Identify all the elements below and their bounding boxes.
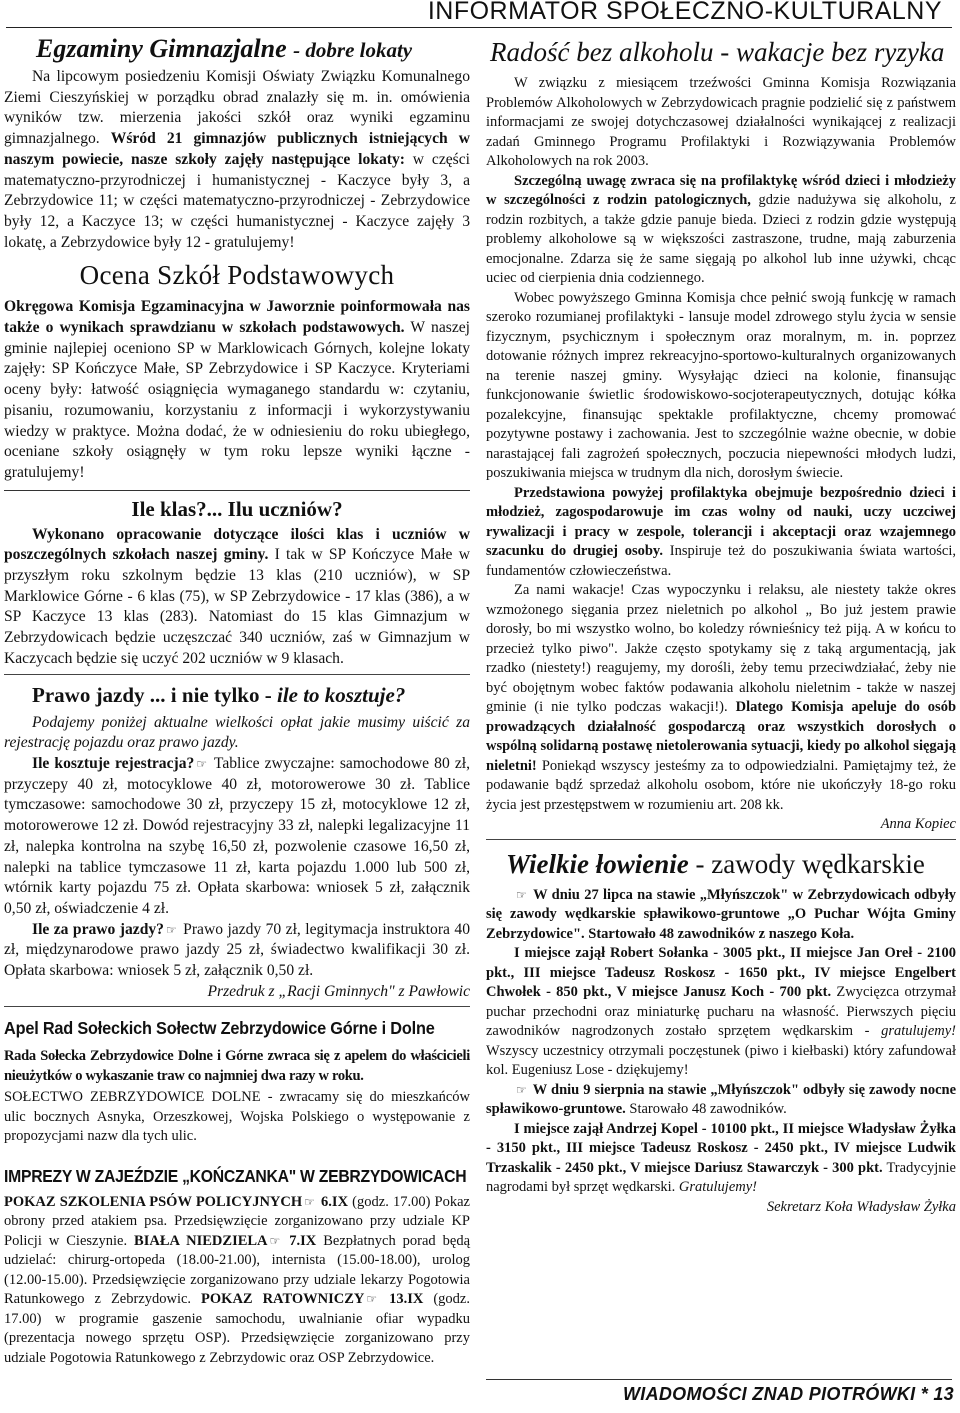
page-footer: WIADOMOŚCI ZNAD PIOTRÓWKI * 13 — [622, 1384, 954, 1404]
radosc-p5-bold: Dlatego Komisja apeluje do osób prowadzących działalność gospodarczą oraz wszystkich dorosłych o wspólną solidarną postawę nietolerowania sytuacji, kiedy po alkohol sięgają nieletni! — [486, 699, 957, 774]
prawo-heading — [32, 683, 470, 707]
left-column — [4, 30, 470, 1368]
pointing-hand-icon: ☞ — [304, 1194, 315, 1209]
egzaminy-p1-rest: w części matematyczno-przyrodniczej i humanistycznej - Kaczyce były 3, a Zebrzydowice 11; w części matematyczno-przyrodniczej - Zebrzydowice były 12, a Kaczyce 13; w części humanistycznej - Kaczyce zajęły 3 lokatę, a Zebrzydowice były 12 - gratulujemy! — [4, 150, 470, 251]
imprezy-s2-date: 7.IX — [282, 1232, 317, 1249]
lowienie-p2-ital: gratulujemy! — [881, 1023, 956, 1039]
prawo-q2: Ile za prawo jazdy? — [32, 920, 164, 938]
radosc-p4-rest: Inspiruje też do poszukiwania świata wartości, fundamentów człowieczeństwa. — [486, 543, 956, 579]
klasy-heading: Ile klas?... Ilu uczniów? — [131, 496, 343, 521]
imprezy-s1-bold: POKAZ SZKOLENIA PSÓW POLICYJNYCH — [4, 1193, 303, 1210]
lowienie-p4-ital: Gratulujemy! — [678, 1179, 758, 1195]
egzaminy-title: Egzaminy Gimnazjalne — [36, 34, 287, 63]
lowienie-title-b: - zawody wędkarskie — [688, 848, 925, 879]
right-column — [486, 30, 956, 1217]
imprezy-s3-rest: (godz. 17.00) w programie gaszenie samochodu, uwalnianie ofiar wypadku (prezentacja nowego sprzętu OSP). Przedsięwzięcie zorganizowano przy udziale Pogotowia Ratunkowego z Zebrzydowic oraz OSP Zebrzydowice. — [4, 1291, 470, 1366]
pointing-hand-icon: ☞ — [196, 756, 208, 771]
radosc-p4-bold: Przedstawiona powyżej profilaktyka obejmuje bezpośrednio dzieci i młodzież, zagospodarowuje im czas wolny od nauki, uczy uczciwej rywalizacji i pracy w zespole, tolerancji i akceptacji oraz wzajemnego szacunku do drugiej osoby. — [486, 484, 956, 559]
imprezy-s3-bold: POKAZ RATOWNICZY — [201, 1291, 365, 1308]
egzaminy-paragraph — [4, 67, 470, 253]
lowienie-author: Sekretarz Koła Władysław Żyłka — [766, 1198, 956, 1215]
section-divider — [486, 839, 956, 840]
radosc-p1: W związku z miesiącem trzeźwości Gminna Komisja Rozwiązania Problemów Alkoholowych w Zebrzydowicach pragnie podzielić się z państwem informacjami ze swojej dotychczasowej działalności wynikającej z realizacji zadań Gminnego Programu Profilaktyki i Rozwiązywania Problemów Alkoholowych na rok 2003. — [486, 75, 956, 169]
imprezy-s2-rest: Bezpłatnych porad będą udzielać: chirurg-ortopeda (18.00-21.00), internista (15.00-18.00), urolog (12.00-15.00). Przedsięwzięcie zorganizowano przy udziale lekarzy Pogotowia Ratunkowego z Zebrzydowic. — [4, 1232, 471, 1308]
apel-bold: Rada Sołecka Zebrzydowice Dolne i Górne zwraca się z apelem do właścicieli nieużytków o wykaszanie traw co najmniej dwa razy w roku. — [4, 1048, 470, 1084]
radosc-p5-rest: Poniekąd wszyscy jesteśmy za to odpowiedzialni. Pamiętajmy też, że podawanie bądź sprzedaż alkoholu osobom, które nie ukończyły 18-go roku życia jest przestępstwem w rozumieniu art. 208 kk. — [486, 757, 956, 813]
lowienie-p3 — [486, 1081, 956, 1120]
prawo-title-a: Prawo jazdy ... i nie tylko - — [32, 682, 277, 707]
radosc-heading: Radość bez alkoholu - wakacje bez ryzyka — [490, 37, 945, 67]
pointing-hand-icon: ☞ — [516, 1082, 527, 1097]
radosc-p2-rest: gdzie nadużywa się alkoholu, z rodzin rozbitych, a także gdzie panuje bieda. Dzieci z rodzin gdzie występują problemy alkoholowe są w większości zastraszone, trudne, mają zaburzenia emocjonalne. Zdarza się że same sięgają po alkohol lub inne używki, chcąc uciec od cierpienia dnia codziennego. — [486, 192, 956, 286]
section-divider — [4, 674, 470, 675]
pointing-hand-icon: ☞ — [516, 887, 527, 902]
lowienie-heading — [506, 848, 956, 880]
radosc-p5 — [486, 581, 956, 815]
klasy-bold: Wykonano opracowanie dotyczące ilości klas i uczniów w poszczególnych szkołach naszej gminy. — [4, 525, 470, 564]
radosc-p2 — [486, 172, 956, 289]
klasy-paragraph — [4, 525, 470, 670]
lowienie-p2-rest: Zwycięzca otrzymał puchar przechodni oraz miniaturkę pucharu na własność. Pierwszych pięciu zawodników nagrodzonych zostało sprzętem wędkarskim - — [486, 984, 956, 1039]
ocena-heading: Ocena Szkół Podstawowych — [79, 260, 395, 291]
lowienie-title-a: Wielkie łowienie — [506, 848, 689, 879]
imprezy-heading: IMPREZY W ZAJEŹDZIE „KOŃCZANKA" W ZEBRZYDOWICACH — [4, 1165, 467, 1186]
prawo-prawojazdy — [4, 920, 470, 982]
radosc-p2-bold: Szczególną uwagę zwraca się na profilaktykę wśród dzieci i młodzieży w szczególności z rodzin patologicznych, — [486, 172, 956, 208]
ocena-paragraph — [4, 297, 470, 483]
lowienie-p4 — [486, 1120, 956, 1198]
publication-title: INFORMATOR SPOŁECZNO-KULTURALNY — [427, 0, 942, 25]
egzaminy-p1-bold: Wśród 21 gimnazjów publicznych istniejących w naszym powiecie, nasze szkoły zajęły następujące lokaty: — [4, 130, 470, 168]
egzaminy-heading — [36, 34, 470, 65]
lowienie-p2-bold: I miejsce zajął Robert Sołanka - 3005 pkt., II miejsce Jan Oreł - 2100 pkt., III miejsce Tadeusz Roskosz - 1650 pkt., IV miejsce Engelbert Chwołek - 850 pkt., V miejsce Janusz Koch - 700 pkt. — [486, 945, 956, 1000]
radosc-p5-text: Za nami wakacje! Czas wypoczynku i relaksu, ale niestety także okres wzmożonego sięgania przez nieletnich po alkohol „ Bo już jestem prawie dorosły, bo mi wszystko wolno, bo koledzy równieśnicy też piją. A w końcu to przecież tylko piwo". Jakże często spotykamy się z taką argumentacją, jak rzadko (niestety!) reagujemy, my dorośli, żeby temu przeciwdziałać, żeby nie być obojętnym wobec faktów podawania alkoholu nieletnim - także w naszej gminie (i nie tylko podczas wakacji!). — [486, 582, 956, 715]
klasy-rest: I tak w SP Kończyce Małe w przyszłym roku szkolnym będzie 13 klas (210 uczniów), w SP Marklowice Górne - 6 klas (75), w SP Zebrzydowice - 17 klas (386), a w SP Kaczyce 13 klas (283). Natomiast do 15 klas Gimnazjum w Zebrzydowicach będzie uczęszczać 340 uczniów, zaś w Gimnazjum w Kaczycach będzie się uczyć 202 uczniów w 9 klasach. — [4, 546, 470, 667]
footer-rule — [486, 1379, 952, 1380]
imprezy-s2-bold: BIAŁA NIEDZIELA — [134, 1232, 268, 1249]
prawo-a2: Prawo jazdy 70 zł, legitymacja instruktora 40 zł, międzynarodowe prawo jazdy 25 zł, świadectwo kwalifikacji 30 zł. Opłata skarbowa: wniosek 5 zł, załącznik 0,50 zł. — [4, 920, 470, 980]
prawo-source: Przedruk z „Racji Gminnych" z Pawłowic — [207, 982, 470, 1000]
imprezy-s3-date: 13.IX — [379, 1291, 424, 1308]
radosc-p3: Wobec powyższego Gminna Komisja chce pełnić swoją funkcję w ramach szeroko rozumianej profilaktyki - lansuje model zdrowego stylu życia w sensie fizycznym, psychicznym i społecznym oraz moralnym, m. in. poprzez dotowanie różnych imprez rekreacyjno-sportowo-kulturalnych organizowanych na terenie naszej gminy. Wysyłając dzieci na kolonie, finansując funkcjonowanie świetlic środowiskowo-socjoterapeutycznych, dotując kółka pozalekcyjne, finansując spektakle profilaktyczne, chcemy promować pozytywne postawy i zachowania. Jest to szczególnie ważne obecnie, w dobie narastającej fali zagrożeń społecznych, poczucia niepewności młodych ludzi, poszukiwania miejsca w trudnym dla nich, dorosłym świecie. — [486, 289, 956, 481]
imprezy-s1-rest: (godz. 17.00) Pokaz obrony przed atakiem psa. Przedsięwzięcie zorganizowano przy udziale KP Policji w Cieszynie. — [4, 1193, 470, 1249]
egzaminy-p1: Na lipcowym posiedzeniu Komisji Oświaty Związku Komunalnego Ziemi Cieszyńskiej w porządku obrad znalazły się m. in. omówienia wyników tzw. mierzenia jakości szkół oraz wyniki egzaminu gimnazjalnego. — [4, 68, 470, 148]
lowienie-p4-bold: I miejsce zajął Andrzej Kopel - 10100 pkt., II miejsce Władysław Żyłka - 3150 pkt., III miejsce Tadeusz Roskosz - 2450 pkt., IV miejsce Ludwik Trzaskalik - 2450 pkt., V miejsce Dariusz Stawarczyk - 300 pkt. — [486, 1120, 956, 1176]
masthead-rule — [6, 27, 952, 28]
lowienie-p2-end: Wszyscy uczestnicy otrzymali poczęstunek (piwo i kiełbaski) który zafundował kol. Eugeniusz Lose - dziękujemy! — [486, 1042, 956, 1078]
section-divider — [4, 1006, 470, 1007]
lowienie-p4-rest: Tradycyjnie nagrodami był sprzęt wędkarski. — [486, 1159, 956, 1195]
imprezy-s1-date: 6.IX — [316, 1193, 349, 1210]
lowienie-p1 — [486, 886, 956, 945]
lowienie-p2 — [486, 944, 956, 1081]
prawo-q1: Ile kosztuje rejestracja? — [32, 754, 195, 772]
prawo-intro: Podajemy poniżej aktualne wielkości opłat jakie musimy uiścić za rejestrację pojazdu oraz prawo jazdy. — [4, 713, 470, 752]
pointing-hand-icon: ☞ — [366, 1292, 378, 1307]
radosc-author: Anna Kopiec — [880, 816, 956, 832]
lowienie-p1-bold: W dniu 27 lipca na stawie „Młyńszczok" w Zebrzydowicach odbyły się zawody wędkarskie spławikowo-gruntowe „O Puchar Wójta Gminy Zebrzydowice". Startowało 48 zawodników z naszego Koła. — [486, 886, 956, 942]
pointing-hand-icon: ☞ — [165, 922, 177, 937]
ocena-bold: Okręgowa Komisja Egzaminacyjna w Jaworznie poinformowała nas także o wynikach sprawdzianu w szkołach podstawowych. — [4, 298, 470, 337]
lowienie-p3-bold: W dniu 9 sierpnia na stawie „Młyńszczok" odbyły się zawody nocne spławikowo-gruntowe. — [486, 1081, 957, 1117]
imprezy-paragraph — [4, 1193, 470, 1369]
egzaminy-subtitle: - dobre lokaty — [293, 38, 413, 62]
lowienie-p3-rest: Starowało 48 zawodników. — [625, 1101, 787, 1117]
prawo-title-b: ile to kosztuje? — [276, 682, 406, 707]
section-divider — [4, 490, 470, 491]
apel-heading: Apel Rad Sołeckich Sołectw Zebrzydowice Górne i Dolne — [4, 1018, 435, 1039]
radosc-p4 — [486, 484, 956, 582]
apel-p2: SOŁECTWO ZEBRZYDOWICE DOLNE - zwracamy się do mieszkańców ulic bocznych Asnyka, Orzeszkowej, Wojska Polskiego o występowanie z propozycjami nazw dla tych ulic. — [4, 1089, 470, 1145]
masthead — [0, 0, 960, 26]
ocena-rest: W naszej gminie najlepiej oceniono SP w Marklowicach Górnych, kolejne lokaty zajęły: SP Kończyce Małe, SP Zebrzydowice i SP Kaczyce. Kryteriami oceny były: łatwość osiągnięcia wymaganego standardu w: czytaniu, pisaniu, rozumowaniu, korzystaniu z informacji i wykorzystywaniu wiedzy w praktyce. Można dodać, że w odniesieniu do roku ubiegłego, oceniane szkoły osiągnęły w tym roku lepsze wyniki łączne - gratulujemy! — [4, 319, 470, 481]
prawo-rejestracja — [4, 754, 470, 920]
pointing-hand-icon: ☞ — [269, 1233, 281, 1248]
prawo-a1: Tablice zwyczajne: samochodowe 80 zł, przyczepy 40 zł, motocyklowe 40 zł, motorowerowe 30 zł. Tablice tymczasowe: samochodowe 30 zł, przyczepy 15 zł, motocyklowe 12 zł, motorowerowe 12 zł. Dowód rejestracyjny 33 zł, nalepki legalizacyjne 11 zł, nalepka kontrolna na szybę 16,50 zł, pozwolenie czasowe 16,50 zł, nalepki na tablice tymczasowe 11 zł, karta pojazdu 1.000 lub 500 zł, wtórnik karty pojazdu 75 zł. Opłata skarbowa: wniosek 5 zł, załącznik 0,50 zł, oświadczenie 4 zł. — [4, 754, 471, 917]
